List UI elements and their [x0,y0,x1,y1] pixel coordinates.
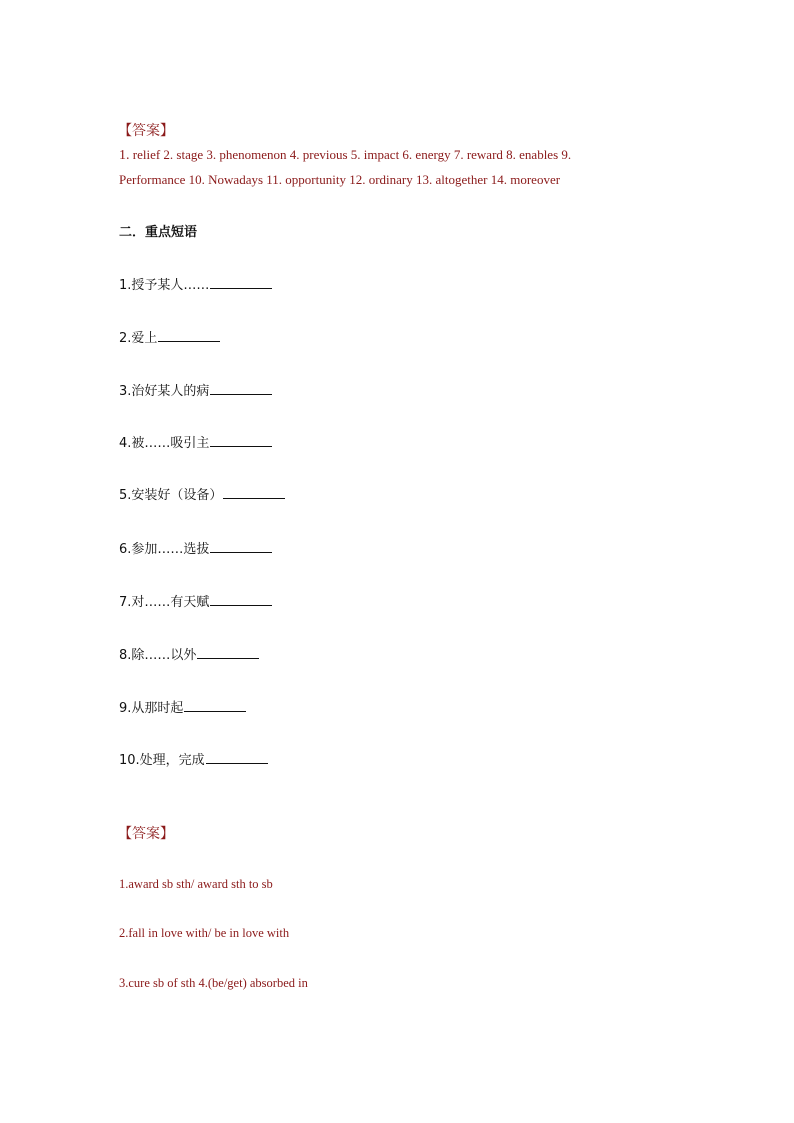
answer-line-1-text: relief 2. stage 3. phenomenon 4. previous 5. impact 6. energy 7. reward 8. enables 9. [129,147,572,162]
answer-line: 2.fall in love with/ be in love with [119,926,290,940]
question-item [119,380,272,399]
question-item [119,697,246,716]
question-item [119,432,272,451]
question-text: 3.治好某人的病 [119,384,210,399]
question-item [119,538,272,557]
answer-blank [158,329,220,342]
answer-blank [197,646,259,659]
question-item [119,749,268,768]
answer-blank [210,276,272,289]
answer-line-1 [119,147,571,164]
question-item [119,274,272,293]
answer-blank [210,434,272,447]
question-text: 4.被……吸引主 [119,436,210,451]
answer-line: 1.award sb sth/ award sth to sb [119,877,273,891]
question-text: 7.对……有天赋 [119,595,210,610]
question-text: 2.爱上 [119,331,158,346]
answer-blank [184,699,246,712]
question-text: 1.授予某人…… [119,278,210,293]
answer-line-2: Performance 10. Nowadays 11. opportunity 12. ordinary 13. altogether 14. moreover [119,172,561,187]
answer-blank [210,593,272,606]
question-text: 5.安装好（设备） [119,488,223,503]
question-item [119,484,285,503]
section-title: 二．重点短语 [119,225,198,240]
answer-blank [206,751,268,764]
answer-heading: 【答案】 [118,123,174,139]
question-text: 6.参加……选拔 [119,542,210,557]
question-item [119,591,272,610]
question-item [119,327,220,346]
question-text: 10.处理，完成 [119,753,205,768]
answer-blank [210,540,272,553]
answer-line: 3.cure sb of sth 4.(be/get) absorbed in [119,976,308,990]
question-text: 8.除……以外 [119,648,197,663]
answer-heading: 【答案】 [118,826,174,842]
question-text: 9.从那时起 [119,701,184,716]
answer-blank [223,486,285,499]
answer-line-1-number: 1. [119,148,130,163]
question-item [119,644,259,663]
answer-blank [210,382,272,395]
